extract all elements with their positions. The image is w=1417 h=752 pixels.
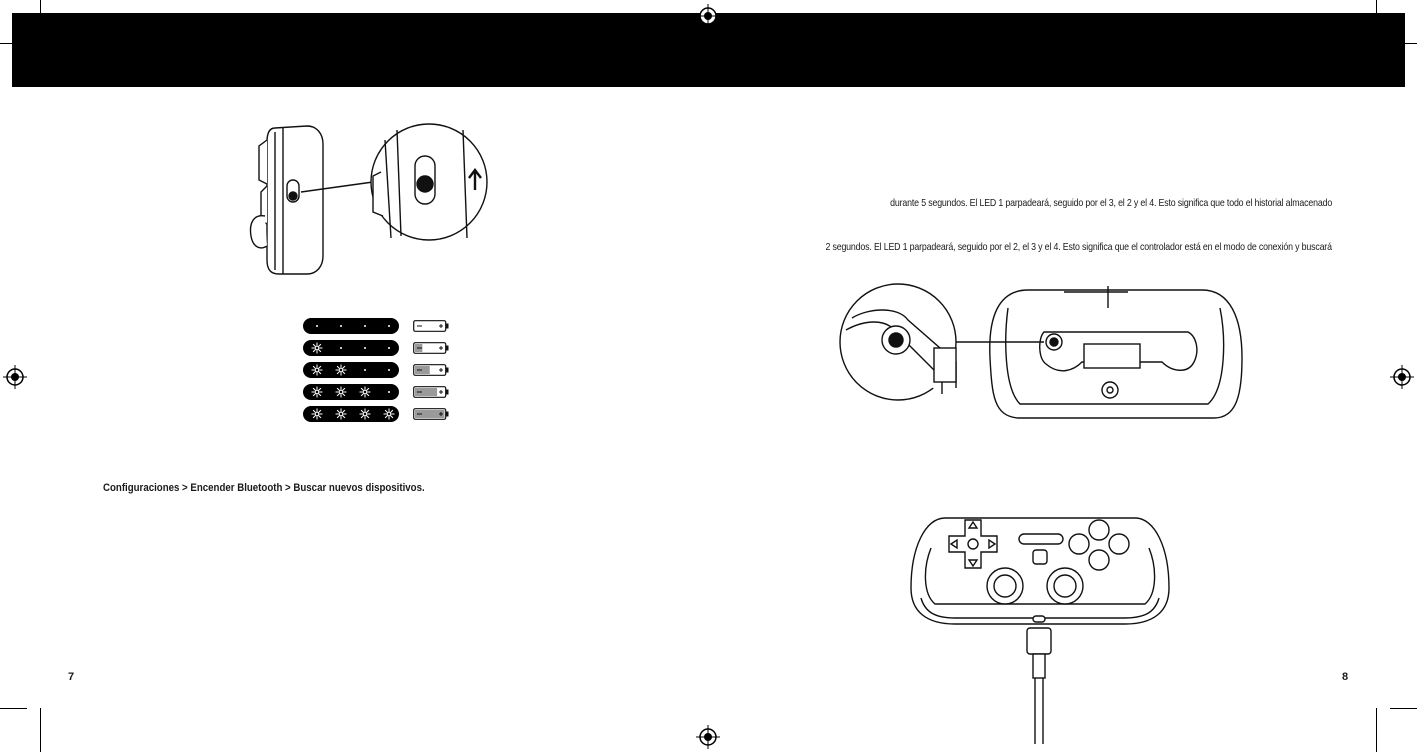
led-blink-icon <box>311 364 323 376</box>
led-off-icon <box>383 386 395 398</box>
battery-icon <box>413 386 449 398</box>
crop-mark <box>0 43 27 44</box>
page-number-right: 8 <box>1342 671 1349 683</box>
led-blink-icon <box>311 408 323 420</box>
usb-cable-icon <box>1027 628 1051 744</box>
led-blink-icon <box>311 342 323 354</box>
crop-mark <box>40 708 41 752</box>
crop-mark <box>1390 43 1417 44</box>
led-off-icon <box>359 320 371 332</box>
led-off-icon <box>359 364 371 376</box>
registration-mark-icon <box>696 725 720 749</box>
led-blink-icon <box>383 408 395 420</box>
battery-icon <box>413 364 449 376</box>
led-off-icon <box>383 364 395 376</box>
led-off-icon <box>335 342 347 354</box>
bluetooth-path-text: Configuraciones > Encender Bluetooth > Buscar nuevos dispositivos. <box>103 482 425 494</box>
pairing-instruction-line: 2 segundos. El LED 1 parpadeará, seguido por el 2, el 3 y el 4. Esto significa que el controlador está en el modo de conexión y buscará <box>825 241 1332 253</box>
crop-mark <box>0 708 27 709</box>
registration-mark-icon <box>1390 365 1414 389</box>
led-blink-icon <box>311 386 323 398</box>
crop-mark <box>1390 708 1417 709</box>
led-blink-icon <box>359 386 371 398</box>
controller-front-illustration <box>905 508 1175 752</box>
registration-mark-icon <box>3 365 27 389</box>
led-blink-icon <box>359 408 371 420</box>
battery-icon <box>413 320 449 332</box>
led-blink-icon <box>335 386 347 398</box>
crop-mark <box>1376 0 1377 44</box>
led-indicator-row <box>303 384 399 400</box>
led-indicator-row <box>303 340 399 356</box>
led-off-icon <box>383 342 395 354</box>
led-off-icon <box>359 342 371 354</box>
led-blink-icon <box>335 408 347 420</box>
battery-icon <box>413 342 449 354</box>
led-indicator-row <box>303 318 399 334</box>
controller-back-illustration <box>838 278 1248 438</box>
crop-mark <box>1376 708 1377 752</box>
registration-mark-icon <box>696 4 720 28</box>
battery-icon <box>413 408 449 420</box>
led-off-icon <box>383 320 395 332</box>
led-indicator-row <box>303 362 399 378</box>
page-number-left: 7 <box>68 671 75 683</box>
led-off-icon <box>335 320 347 332</box>
crop-mark <box>40 0 41 44</box>
reset-instruction-line: durante 5 segundos. El LED 1 parpadeará, seguido por el 3, el 2 y el 4. Esto significa que todo el historial almacenado <box>890 197 1332 209</box>
led-blink-icon <box>335 364 347 376</box>
led-off-icon <box>311 320 323 332</box>
led-indicator-row <box>303 406 399 422</box>
controller-side-illustration <box>245 120 505 280</box>
